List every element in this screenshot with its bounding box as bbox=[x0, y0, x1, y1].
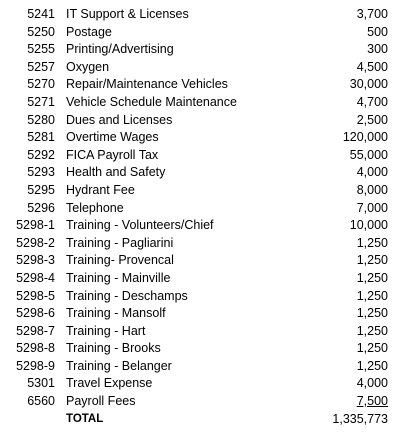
account-code: 5298-1 bbox=[16, 218, 55, 233]
account-code: 5298-4 bbox=[16, 270, 55, 285]
line-item-amount: 300 bbox=[367, 42, 388, 57]
line-item-description: Travel Expense bbox=[66, 376, 153, 391]
table-row bbox=[0, 76, 412, 94]
line-item-amount: 7,500 bbox=[356, 394, 388, 409]
table-row bbox=[0, 59, 412, 77]
line-item-description: Telephone bbox=[66, 200, 124, 215]
account-code: 5295 bbox=[27, 182, 55, 197]
table-row bbox=[0, 164, 412, 182]
line-item-description: Training- Provencal bbox=[66, 253, 174, 268]
line-item-description: IT Support & Licenses bbox=[66, 7, 189, 21]
account-code: 5298-7 bbox=[16, 323, 55, 338]
account-code: 5298-3 bbox=[16, 253, 55, 268]
table-row bbox=[0, 393, 412, 411]
table-row bbox=[0, 200, 412, 218]
line-item-description: Health and Safety bbox=[66, 165, 166, 180]
total-label: TOTAL bbox=[66, 412, 104, 425]
table-row bbox=[0, 375, 412, 393]
line-item-amount: 4,700 bbox=[356, 94, 388, 109]
table-row bbox=[0, 288, 412, 306]
account-code: 5257 bbox=[27, 59, 55, 74]
table-row bbox=[0, 147, 412, 165]
account-code: 5298-6 bbox=[16, 306, 55, 321]
total-amount: 1,335,773 bbox=[332, 411, 388, 426]
table-row bbox=[0, 270, 412, 288]
line-item-description: Vehicle Schedule Maintenance bbox=[66, 94, 237, 109]
line-item-description: Training - Volunteers/Chief bbox=[66, 218, 214, 233]
line-item-description: FICA Payroll Tax bbox=[66, 147, 159, 162]
line-item-amount: 2,500 bbox=[356, 112, 388, 127]
line-item-description: Printing/Advertising bbox=[66, 42, 174, 57]
account-code: 5292 bbox=[27, 147, 55, 162]
budget-table bbox=[0, 6, 412, 428]
table-row bbox=[0, 358, 412, 376]
line-item-amount: 8,000 bbox=[356, 182, 388, 197]
line-item-amount: 1,250 bbox=[356, 358, 388, 373]
account-code: 5301 bbox=[27, 376, 55, 391]
table-row bbox=[0, 252, 412, 270]
table-row bbox=[0, 235, 412, 253]
account-code: 5255 bbox=[27, 42, 55, 57]
table-row bbox=[0, 305, 412, 323]
table-row bbox=[0, 323, 412, 341]
line-item-description: Postage bbox=[66, 24, 112, 39]
line-item-amount: 1,250 bbox=[356, 253, 388, 268]
account-code: 5293 bbox=[27, 165, 55, 180]
table-row bbox=[0, 41, 412, 59]
total-row bbox=[0, 411, 412, 429]
line-item-amount: 55,000 bbox=[349, 147, 388, 162]
line-item-description: Repair/Maintenance Vehicles bbox=[66, 77, 228, 92]
line-item-amount: 500 bbox=[367, 24, 388, 39]
account-code: 5281 bbox=[27, 130, 55, 145]
line-item-description: Training - Pagliarini bbox=[66, 235, 174, 250]
account-code: 5271 bbox=[27, 94, 55, 109]
line-item-description: Training - Hart bbox=[66, 323, 146, 338]
line-item-description: Training - Mainville bbox=[66, 270, 171, 285]
account-code: 5298-5 bbox=[16, 288, 55, 303]
line-item-description: Training - Deschamps bbox=[66, 288, 188, 303]
line-item-amount: 7,000 bbox=[356, 200, 388, 215]
line-item-description: Dues and Licenses bbox=[66, 112, 173, 127]
line-item-description: Training - Belanger bbox=[66, 358, 172, 373]
line-item-description: Overtime Wages bbox=[66, 130, 159, 145]
account-code: 5298-8 bbox=[16, 341, 55, 356]
line-item-amount: 4,500 bbox=[356, 59, 388, 74]
line-item-description: Oxygen bbox=[66, 59, 110, 74]
line-item-amount: 120,000 bbox=[342, 130, 388, 145]
line-item-amount: 1,250 bbox=[356, 270, 388, 285]
table-row bbox=[0, 217, 412, 235]
account-code: 5298-9 bbox=[16, 358, 55, 373]
line-item-amount: 1,250 bbox=[356, 306, 388, 321]
line-item-amount: 10,000 bbox=[349, 218, 388, 233]
table-row bbox=[0, 182, 412, 200]
account-code: 5270 bbox=[27, 77, 55, 92]
table-row bbox=[0, 340, 412, 358]
line-item-amount: 30,000 bbox=[349, 77, 388, 92]
table-row bbox=[0, 129, 412, 147]
line-item-description: Payroll Fees bbox=[66, 394, 136, 409]
line-item-description: Training - Mansolf bbox=[66, 306, 166, 321]
table-row bbox=[0, 94, 412, 112]
account-code: 5296 bbox=[27, 200, 55, 215]
table-row bbox=[0, 6, 412, 24]
account-code: 6560 bbox=[27, 394, 55, 409]
account-code: 5250 bbox=[27, 24, 55, 39]
line-item-amount: 1,250 bbox=[356, 323, 388, 338]
line-item-amount: 4,000 bbox=[356, 376, 388, 391]
line-item-description: Hydrant Fee bbox=[66, 182, 135, 197]
account-code: 5298-2 bbox=[16, 235, 55, 250]
line-item-amount: 1,250 bbox=[356, 341, 388, 356]
table-row bbox=[0, 112, 412, 130]
table-row bbox=[0, 24, 412, 42]
line-item-amount: 1,250 bbox=[356, 288, 388, 303]
line-item-amount: 3,700 bbox=[356, 7, 388, 21]
account-code: 5241 bbox=[27, 7, 55, 21]
account-code: 5280 bbox=[27, 112, 55, 127]
line-item-amount: 4,000 bbox=[356, 165, 388, 180]
line-item-amount: 1,250 bbox=[356, 235, 388, 250]
line-item-description: Training - Brooks bbox=[66, 341, 161, 356]
